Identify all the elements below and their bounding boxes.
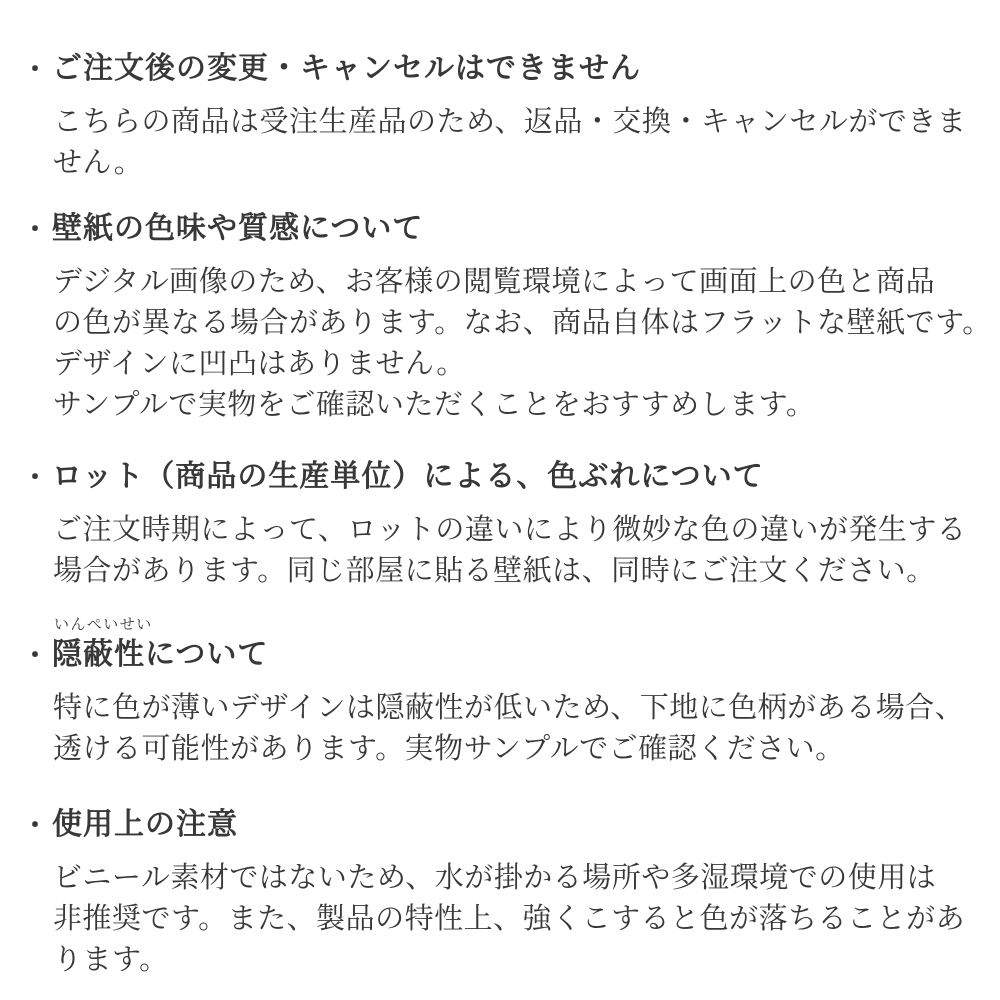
section-heading-text: ロット（商品の生産単位）による、色ぶれについて [52, 460, 764, 493]
notice-section-order-cancel [22, 50, 980, 184]
heading-rest: について [145, 638, 269, 671]
section-heading-text: ご注文後の変更・キャンセルはできません [52, 52, 641, 85]
body-line: ご注文時期によって、ロットの違いにより微妙な色の違いが発生する [53, 514, 967, 546]
body-line: こちらの商品は受注生産品のため、返品・交換・キャンセルができま [53, 106, 967, 138]
body-line: 非推奨です。また、製品の特性上、強くこすると色が落ちることがあ [53, 903, 966, 935]
section-heading [22, 806, 980, 844]
body-line: 特に色が薄いデザインは隠蔽性が低いため、下地に色柄がある場合、 [53, 692, 965, 724]
section-body [22, 102, 980, 184]
body-line: ビニール素材ではないため、水が掛かる場所や多湿環境での使用は [53, 862, 937, 894]
furigana-label: いんぺいせい [54, 616, 153, 633]
section-heading [22, 458, 980, 496]
section-body [22, 262, 992, 426]
section-heading [22, 616, 980, 674]
notice-section-opacity [22, 616, 980, 770]
bullet-marker: ・ [22, 640, 50, 670]
section-heading-text: 壁紙の色味や質感について [52, 212, 424, 245]
body-line: 場合があります。同じ部屋に貼る壁紙は、同時にご注文ください。 [53, 555, 936, 587]
ruby-base-wrap [52, 616, 153, 674]
notice-section-usage-caution [22, 806, 980, 981]
bullet-marker: ・ [22, 54, 50, 84]
bullet-marker: ・ [22, 810, 50, 840]
heading-ruby-base: 隠蔽性 [52, 638, 145, 671]
body-line: の色が異なる場合があります。なお、商品自体はフラットな壁紙です。 [53, 307, 992, 339]
body-line: デジタル画像のため、お客様の閲覧環境によって画面上の色と商品 [53, 266, 936, 298]
notice-section-lot-variation [22, 458, 980, 592]
bullet-marker: ・ [22, 462, 50, 492]
notice-section-color-texture [22, 210, 992, 426]
section-body [22, 688, 980, 770]
section-heading-text [52, 616, 269, 674]
section-heading [22, 50, 980, 88]
section-heading [22, 210, 980, 248]
body-line: デザインに凹凸はありません。 [53, 348, 466, 380]
section-heading-text: 使用上の注意 [52, 808, 238, 841]
body-line: せん。 [53, 147, 144, 179]
section-body [22, 858, 980, 981]
section-body [22, 510, 980, 592]
body-line: サンプルで実物をご確認いただくことをおすすめします。 [53, 389, 816, 421]
body-line: 透ける可能性があります。実物サンプルでご確認ください。 [53, 733, 845, 765]
bullet-marker: ・ [22, 214, 50, 244]
body-line: ります。 [53, 944, 169, 976]
